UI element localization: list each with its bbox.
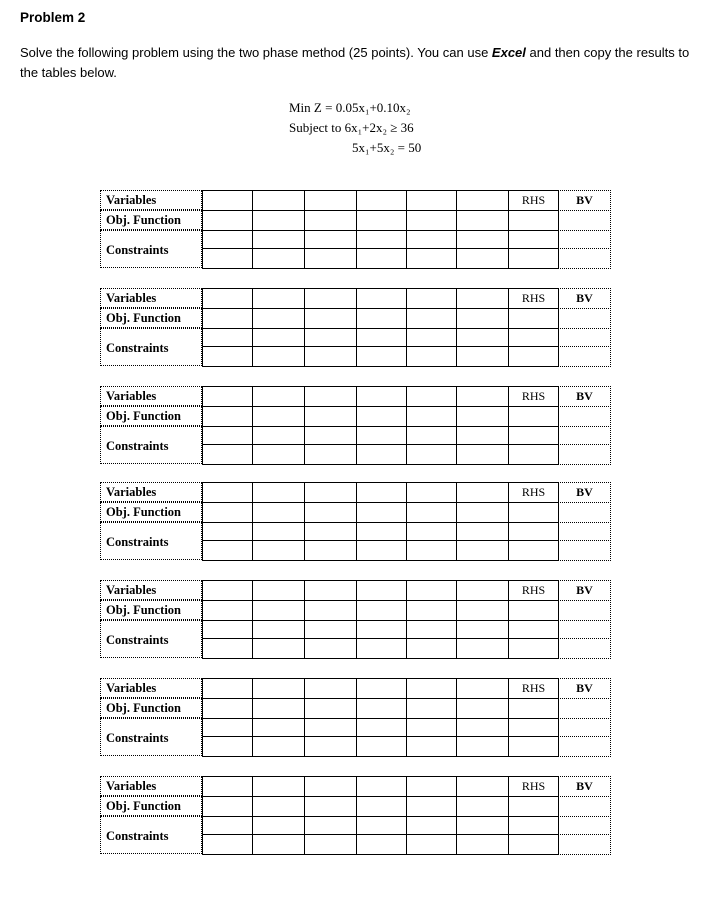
tableau-cell [406, 638, 457, 659]
tableau-cell [456, 386, 509, 407]
tableau-cell [202, 776, 253, 797]
tableau-cell [558, 600, 611, 621]
tableau-cell [252, 718, 305, 737]
tableau-cell [252, 308, 305, 329]
tableau-cell [508, 718, 559, 737]
header-rhs: RHS [508, 482, 559, 503]
tableau-cell [304, 796, 357, 817]
tableau-cell [356, 406, 407, 427]
tableau-cell [406, 522, 457, 541]
tableau-4 [0, 482, 718, 562]
tableau-cell [508, 210, 559, 231]
tableau-cell [456, 522, 509, 541]
tableau-cell [508, 328, 559, 347]
tableau-cell [252, 230, 305, 249]
tableau-cell [252, 834, 305, 855]
label-constraints: Constraints [100, 230, 202, 268]
tableau-cell [406, 406, 457, 427]
tableau-2 [0, 288, 718, 368]
tableau-cell [304, 288, 357, 309]
instructions-emphasis: Excel [491, 45, 526, 60]
header-rhs: RHS [508, 288, 559, 309]
header-bv: BV [558, 190, 611, 211]
header-bv: BV [558, 482, 611, 503]
tableau-cell [456, 190, 509, 211]
tableau-cell [252, 620, 305, 639]
tableau-cell [356, 502, 407, 523]
tableau-cell [456, 426, 509, 445]
tableau-cell [406, 210, 457, 231]
label-variables: Variables [100, 776, 202, 796]
tableau-cell [456, 638, 509, 659]
header-rhs: RHS [508, 580, 559, 601]
problem-title: Problem 2 [20, 10, 86, 25]
header-bv: BV [558, 776, 611, 797]
tableau-cell [456, 248, 509, 269]
tableau-cell [202, 444, 253, 465]
tableau-cell [406, 288, 457, 309]
tableau-cell [508, 502, 559, 523]
label-obj-function: Obj. Function [100, 600, 202, 620]
tableau-5 [0, 580, 718, 660]
tableau-cell [456, 328, 509, 347]
tableau-cell [456, 444, 509, 465]
tableau-cell [252, 444, 305, 465]
tableau-cell [304, 190, 357, 211]
tableau-cell [202, 288, 253, 309]
tableau-cell [252, 482, 305, 503]
tableau-cell [304, 698, 357, 719]
tableau-cell [252, 678, 305, 699]
tableau-cell [304, 230, 357, 249]
tableau-cell [456, 796, 509, 817]
tableau-cell [508, 796, 559, 817]
tableau-cell [356, 718, 407, 737]
tableau-cell [304, 210, 357, 231]
tableau-cell [406, 580, 457, 601]
tableau-7 [0, 776, 718, 856]
tableau-cell [356, 308, 407, 329]
tableau-cell [356, 426, 407, 445]
tableau-cell [508, 346, 559, 367]
tableau-cell [558, 308, 611, 329]
tableau-cell [202, 346, 253, 367]
tableau-cell [406, 736, 457, 757]
tableau-cell [304, 346, 357, 367]
tableau-cell [202, 230, 253, 249]
tableau-cell [252, 346, 305, 367]
tableau-cell [202, 736, 253, 757]
tableau-cell [202, 248, 253, 269]
tableau-cell [356, 346, 407, 367]
tableau-cell [456, 210, 509, 231]
tableau-cell [456, 482, 509, 503]
tableau-cell [356, 600, 407, 621]
tableau-cell [558, 444, 611, 465]
tableau-cell [252, 736, 305, 757]
label-constraints: Constraints [100, 816, 202, 854]
tableau-cell [456, 834, 509, 855]
tableau-cell [252, 210, 305, 231]
tableau-cell [508, 620, 559, 639]
tableau-cell [356, 540, 407, 561]
label-variables: Variables [100, 190, 202, 210]
tableau-cell [508, 248, 559, 269]
tableau-cell [304, 522, 357, 541]
tableau-cell [304, 328, 357, 347]
label-obj-function: Obj. Function [100, 698, 202, 718]
tableau-cell [406, 620, 457, 639]
tableau-cell [508, 230, 559, 249]
header-rhs: RHS [508, 678, 559, 699]
tableau-cell [456, 502, 509, 523]
header-rhs: RHS [508, 190, 559, 211]
label-variables: Variables [100, 678, 202, 698]
tableau-cell [356, 444, 407, 465]
tableau-cell [456, 406, 509, 427]
label-variables: Variables [100, 386, 202, 406]
label-obj-function: Obj. Function [100, 308, 202, 328]
tableau-cell [202, 816, 253, 835]
tableau-3 [0, 386, 718, 466]
tableau-cell [558, 406, 611, 427]
lp-model [289, 98, 421, 158]
tableau-cell [456, 308, 509, 329]
instructions [20, 43, 700, 83]
tableau-cell [356, 620, 407, 639]
header-bv: BV [558, 386, 611, 407]
tableau-cell [558, 502, 611, 523]
tableau-cell [252, 288, 305, 309]
tableau-cell [406, 328, 457, 347]
tableau-cell [202, 522, 253, 541]
tableau-cell [456, 678, 509, 699]
label-obj-function: Obj. Function [100, 502, 202, 522]
tableau-cell [202, 328, 253, 347]
tableau-cell [202, 796, 253, 817]
tableau-cell [304, 580, 357, 601]
tableau-1 [0, 190, 718, 270]
tableau-cell [558, 230, 611, 249]
label-obj-function: Obj. Function [100, 796, 202, 816]
tableau-cell [356, 230, 407, 249]
objective-function: Min Z = 0.05x₁+0.10x₂ [289, 100, 411, 115]
tableau-cell [356, 288, 407, 309]
tableau-cell [202, 406, 253, 427]
tableau-cell [252, 580, 305, 601]
tableau-cell [456, 816, 509, 835]
tableau-cell [202, 426, 253, 445]
tableau-cell [456, 600, 509, 621]
tableau-cell [202, 600, 253, 621]
header-rhs: RHS [508, 776, 559, 797]
label-constraints: Constraints [100, 426, 202, 464]
tableau-cell [406, 308, 457, 329]
tableau-cell [356, 482, 407, 503]
tableau-cell [252, 600, 305, 621]
tableau-cell [406, 776, 457, 797]
tableau-cell [406, 230, 457, 249]
tableau-cell [304, 248, 357, 269]
tableau-cell [304, 482, 357, 503]
tableau-cell [202, 718, 253, 737]
tableau-cell [252, 816, 305, 835]
tableau-cell [456, 288, 509, 309]
tableau-cell [304, 540, 357, 561]
constraint-2: 5x₁+5x₂ = 50 [352, 140, 422, 155]
tableau-cell [508, 834, 559, 855]
tableau-cell [202, 482, 253, 503]
tableau-cell [558, 210, 611, 231]
tableau-cell [202, 308, 253, 329]
tableau-cell [356, 796, 407, 817]
tableau-cell [456, 698, 509, 719]
tableau-cell [304, 620, 357, 639]
tableau-cell [356, 736, 407, 757]
tableau-cell [456, 736, 509, 757]
header-rhs: RHS [508, 386, 559, 407]
tableau-cell [304, 406, 357, 427]
tableau-cell [508, 426, 559, 445]
header-bv: BV [558, 580, 611, 601]
tableau-cell [202, 386, 253, 407]
header-bv: BV [558, 288, 611, 309]
tableau-cell [558, 426, 611, 445]
tableau-cell [456, 718, 509, 737]
tableau-cell [356, 190, 407, 211]
tableau-cell [406, 540, 457, 561]
tableau-cell [304, 308, 357, 329]
tableau-cell [406, 600, 457, 621]
tableau-cell [456, 620, 509, 639]
tableau-6 [0, 678, 718, 758]
tableau-cell [304, 386, 357, 407]
tableau-cell [456, 540, 509, 561]
tableau-cell [558, 638, 611, 659]
label-obj-function: Obj. Function [100, 210, 202, 230]
tableau-cell [406, 698, 457, 719]
tableau-cell [252, 426, 305, 445]
tableau-cell [406, 386, 457, 407]
tableau-cell [304, 736, 357, 757]
tableau-cell [406, 796, 457, 817]
tableau-cell [456, 776, 509, 797]
tableau-cell [252, 796, 305, 817]
tableau-cell [304, 776, 357, 797]
tableau-cell [558, 540, 611, 561]
tableau-cell [304, 718, 357, 737]
tableau-cell [356, 698, 407, 719]
tableau-cell [406, 816, 457, 835]
tableau-cell [508, 406, 559, 427]
tableau-cell [406, 426, 457, 445]
label-constraints: Constraints [100, 620, 202, 658]
tableau-cell [508, 736, 559, 757]
tableau-cell [252, 522, 305, 541]
tableau-cell [406, 444, 457, 465]
tableau-cell [252, 698, 305, 719]
instructions-text-1: Solve the following problem using the two phase method (25 points). You can use [20, 45, 492, 60]
tableau-cell [356, 638, 407, 659]
tableau-cell [304, 678, 357, 699]
tableau-cell [456, 580, 509, 601]
tableau-cell [252, 776, 305, 797]
tableau-cell [508, 540, 559, 561]
tableau-cell [202, 638, 253, 659]
tableau-cell [508, 522, 559, 541]
tableau-cell [508, 308, 559, 329]
constraint-1: Subject to 6x₁+2x₂ ≥ 36 [289, 120, 414, 135]
tableau-cell [356, 580, 407, 601]
tableau-cell [508, 816, 559, 835]
tableau-cell [558, 816, 611, 835]
tableau-cell [202, 620, 253, 639]
tableau-cell [356, 248, 407, 269]
tableau-cell [406, 482, 457, 503]
tableau-cell [202, 834, 253, 855]
tableau-cell [508, 698, 559, 719]
tableau-cell [558, 328, 611, 347]
tableau-cell [508, 638, 559, 659]
tableau-cell [406, 718, 457, 737]
tableau-cell [252, 190, 305, 211]
tableau-cell [304, 426, 357, 445]
tableau-cell [304, 600, 357, 621]
tableau-cell [356, 328, 407, 347]
label-variables: Variables [100, 580, 202, 600]
tableau-cell [356, 522, 407, 541]
tableau-cell [252, 540, 305, 561]
tableau-cell [202, 678, 253, 699]
tableau-cell [252, 406, 305, 427]
tableau-cell [202, 540, 253, 561]
tableau-cell [558, 620, 611, 639]
tableau-cell [356, 678, 407, 699]
label-variables: Variables [100, 482, 202, 502]
tableau-cell [558, 522, 611, 541]
tableau-cell [558, 736, 611, 757]
tableau-cell [304, 834, 357, 855]
tableau-cell [558, 248, 611, 269]
tableau-cell [406, 346, 457, 367]
tableau-cell [508, 444, 559, 465]
instructions-text-2: and then copy the results to the tables below. [20, 45, 690, 80]
tableau-cell [456, 230, 509, 249]
tableau-cell [558, 698, 611, 719]
tableau-cell [356, 210, 407, 231]
tableau-cell [356, 386, 407, 407]
header-bv: BV [558, 678, 611, 699]
label-constraints: Constraints [100, 328, 202, 366]
tableau-cell [252, 386, 305, 407]
tableau-cell [252, 248, 305, 269]
tableau-cell [558, 346, 611, 367]
tableau-cell [406, 678, 457, 699]
tableau-cell [202, 190, 253, 211]
tableau-cell [356, 834, 407, 855]
label-obj-function: Obj. Function [100, 406, 202, 426]
tableau-cell [558, 796, 611, 817]
tableau-cell [508, 600, 559, 621]
tableau-cell [456, 346, 509, 367]
tableau-cell [558, 834, 611, 855]
label-constraints: Constraints [100, 522, 202, 560]
tableau-cell [202, 580, 253, 601]
tableau-cell [202, 210, 253, 231]
label-variables: Variables [100, 288, 202, 308]
tableau-cell [304, 502, 357, 523]
tableau-cell [356, 816, 407, 835]
label-constraints: Constraints [100, 718, 202, 756]
tableau-cell [406, 834, 457, 855]
tableau-cell [356, 776, 407, 797]
tableau-cell [252, 502, 305, 523]
tableau-cell [558, 718, 611, 737]
tableau-cell [202, 502, 253, 523]
tableau-cell [252, 328, 305, 347]
tableau-cell [202, 698, 253, 719]
tableau-cell [252, 638, 305, 659]
tableau-cell [406, 248, 457, 269]
tableau-cell [304, 444, 357, 465]
tableau-cell [304, 638, 357, 659]
tableau-cell [406, 190, 457, 211]
tableau-cell [304, 816, 357, 835]
tableau-cell [406, 502, 457, 523]
